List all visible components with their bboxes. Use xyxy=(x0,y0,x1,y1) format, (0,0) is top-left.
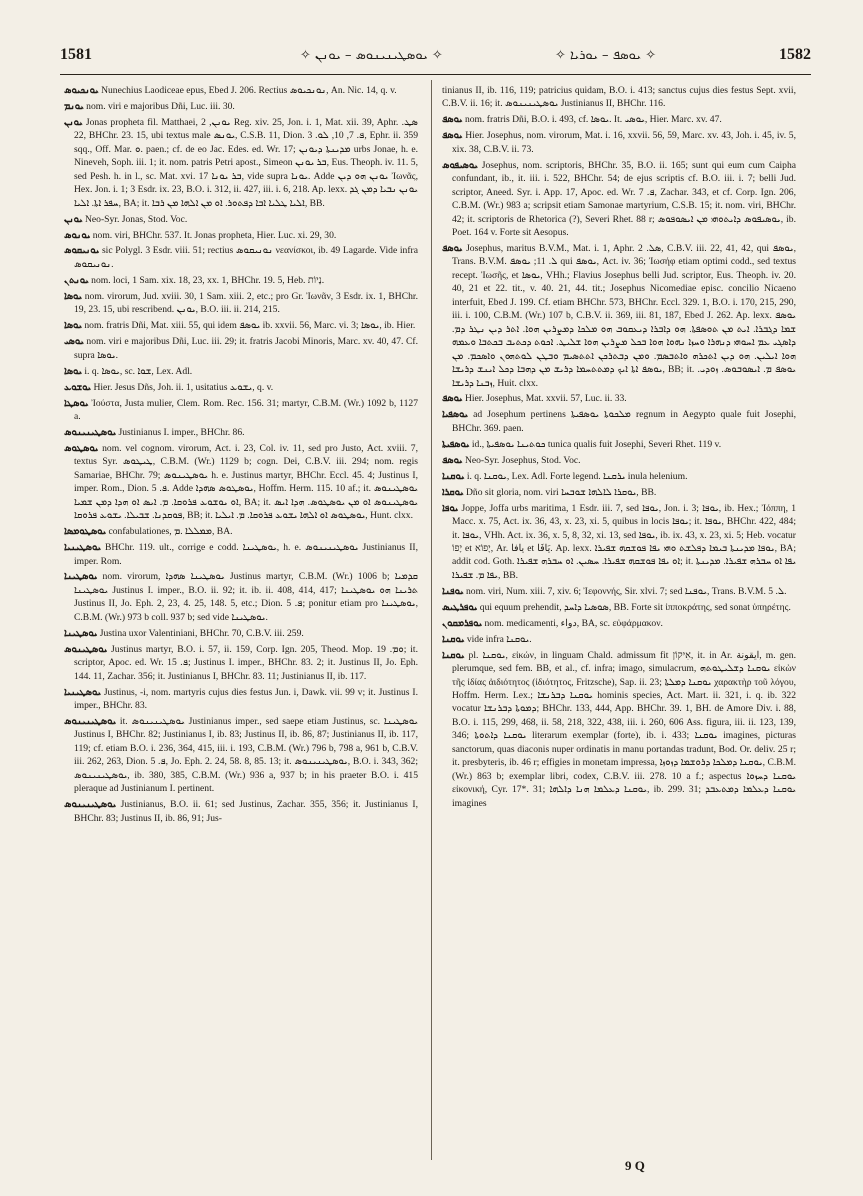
headword: ܝܘܣܐ xyxy=(64,365,82,377)
dictionary-entry xyxy=(442,649,796,810)
headword: ܝܘܣܛܘܣ xyxy=(64,442,99,454)
page-header xyxy=(60,40,811,68)
entry-text: Justinus, -i, nom. martyris cujus dies festus Jun. i, Dawk. vii. 99 v; it. Justinus I. imper., BHChr. 83. xyxy=(74,686,418,712)
dictionary-entry xyxy=(442,585,796,598)
dictionary-entry xyxy=(442,633,796,646)
dictionary-entry xyxy=(64,715,418,796)
dictionary-entry xyxy=(64,244,418,271)
headword: ܝܘܣܦ xyxy=(442,242,463,254)
headword: ܝܘܢܢ xyxy=(64,213,83,225)
headword: ܝܘܣܛܘܡܣܐ xyxy=(64,526,107,538)
entry-text: nom. viri e majoribus Dñi, Luc. iii. 30. xyxy=(86,100,235,112)
entry-text: Ἰούστα, Justa mulier, Clem. Rom. Rec. 156. 31; martyr, C.B.M. (Wr.) 1092 b, 1127 a. xyxy=(74,397,418,422)
headword: ܝܘܫܘܥ xyxy=(64,381,92,393)
headword: ܝܘܣܦܝܬܐ xyxy=(442,438,470,450)
entry-text: Josephus, nom. scriptoris, BHChr. 35, B.O. ii. 165; sunt qui eum cum Caipha confundant, ib., it. iii. i. 522, BHChr. 54; de ejus scriptis cf. B.O. iii. i. 7; belli Jud. scriptor, Aneed. Syr. i. App. 17, Apoc. ed. Wr. ܦ. 7, Zachar. 343, et cf. Corp. Ign. 206, C.B.M. (Wr.) 983 a; scripsit etiam Samonae martyrium, C.S.B. 15; it. nom. viri, BHChr. 42; it. scriptoris de Rhetorica (?), Severi Rhet. 88 r; ܝܘܣܝܦܘܣ ܕܐܝܬܘܗܝ ܡܢ ܐܝܣܘܦܘܣ, ib. Poet. 164 v. Forte sit Aesopus. xyxy=(452,159,796,239)
entry-text: i. q. ܝܘܩܢܐ, Lex. Adl. Forte legend. ܝܪܩܢܐ inula helenium. xyxy=(466,470,688,482)
signature-mark: 9 Q xyxy=(625,1158,645,1173)
dictionary-entry xyxy=(64,541,418,568)
entry-text: nom. viri, Num. xiii. 7, xiv. 6; Ἰεφοννής, Sir. xlvi. 7; sed ܝܘܦܢܐ, Trans. B.V.M. ܠ. 5. xyxy=(466,585,787,597)
running-head-left: ✧ ܝܘܣܛܝܢܝܢܘܣ – ܝܘܢܢ ✧ xyxy=(300,48,443,63)
entry-text: confabulationes, ܡܡܠܠܐ .ܡ, BA. xyxy=(108,526,233,538)
dictionary-entry xyxy=(64,84,418,97)
headword: ܝܘܣܛܝܢܝܐ xyxy=(64,542,101,554)
headword: ܝܘܢܘܣ xyxy=(64,229,91,241)
headword: ܝܘܩܢܐ xyxy=(442,649,465,661)
dictionary-entry xyxy=(442,601,796,614)
dictionary-entry xyxy=(442,242,796,390)
entry-text: id., ܟܘܬܝܢܐ ܝܘܣܦܝܬܐ tunica qualis fuit Josephi, Severi Rhet. 119 v. xyxy=(471,438,722,450)
dictionary-entry xyxy=(442,470,796,483)
entry-text: tinianus II, ib. 116, 119; patricius quidam, B.O. i. 413; sanctus cujus dies festus Sept. xvii, C.B.V. ii. 16; it. ܝܘܣܛܝܢܝܢܘܣ Justinianus II, BHChr. 116. xyxy=(442,85,796,110)
entry-text: nom. virorum, Jud. xviii. 30, 1 Sam. xiii. 2, etc.; pro Gr. Ἰωνᾶν, 3 Esdr. ix. 1, BHChr. 19, 23. 15, ubi rescribend. ܝܘܢܢ, B.O. iii. ii. 214, 215. xyxy=(74,290,418,316)
dictionary-entry xyxy=(64,381,418,394)
dictionary-entry xyxy=(64,442,418,523)
headword: ܝܘܣܦ xyxy=(442,454,463,466)
header-rule xyxy=(60,74,811,75)
headword: ܝܘܣܛܝܢܝܐ xyxy=(64,686,101,698)
headword: ܝܘܣܐ xyxy=(64,290,82,302)
entry-text: Hier. Josephus, Mat. xxvii. 57, Luc. ii. 33. xyxy=(464,393,627,405)
entry-text: Jonas propheta fil. Matthaei, ܝܘܢܢ, 2 Reg. xiv. 25, Jon. i. 1, Mat. xii. 39, Aphr. ܣܛ. 22, BHChr. 23. 15, ubi textus male ܝܘܢܣ, C.S.B. 11, Dion. ܦ. 7, 10, ܠܘ. 3, Ephr. ii. 359 sqq., Off. Mar. ܘ. paen.; cf. de eo Jac. Edes. ed. Wr. 17; ܡܕܝܢܬܐ ܕܝܘܢܢ urbs Jonae, h. e. Nineveh, Soph. iii. 1; it. nom. patris Petri apost., Simeon ܒܪ ܝܘܢܢ, Eus. Theoph. iv. 11. 5, sed Pesh. h. in l., sc. Mat. xvi. 17 ܒܪ ܝܘܢܐ, vide supra ܝܘܢܐ. Adde ܝܘܢܢ ܗܘ ܕܝܢ Ἰωνᾶς, Hex. Jon. i. 1; 3 Esdr. ix. 23, B.O. i. 312, ii. 427, iii. i. 6, 218. Ap. lexx. ܝܘܢܢ ܢܒܝܐ ܕܡܢ ܓܕ ܚܦܪ ܐܬܐ. ܐܠܝܐ, BA; it. ܐܠܝܐ ܛܠܝܐ ܐܒܐ ܕܦܬܘܪ. ܐܘ ܡܢ ܐܠܗܐ ܡܢ ܪܒܐ, BB. xyxy=(74,116,418,209)
entry-text: Justina uxor Valentiniani, BHChr. 70, C.B.V. iii. 259. xyxy=(99,627,304,639)
headword: ܝܘܣܐ xyxy=(64,320,82,332)
headword: ܝܘܣܛܝܢܘܣ xyxy=(64,643,108,655)
entry-text: i. q. ܝܘܣܐ, sc. ܫܘܐ, Lex. Adl. xyxy=(84,365,193,377)
right-column xyxy=(442,84,796,1154)
headword: ܝܘܣܦ xyxy=(442,130,463,142)
dictionary-entry xyxy=(64,525,418,538)
entry-text: Justinus martyr, B.O. i. 57, ii. 159, Corp. Ign. 205, Theod. Mop. ܘܡ. 19; it. scriptor, Apoc. ed. Wr. ܦ. 15; Justinus I. imper., BHChr. 83. 2; it. Justinus II, Jo. Eph. 144. 11, Zachar. 356; it. Justinianus I, BHChr. 83. 11; Justinianus II, ib. 117. xyxy=(74,643,418,682)
dictionary-entry xyxy=(64,229,418,242)
dictionary-entry xyxy=(64,627,418,640)
entry-text: Justinianus, B.O. ii. 61; sed Justinus, Zachar. 355, 356; it. Justinianus I, BHChr. 83; Justinus II, ib. 86, 91; Jus- xyxy=(74,799,418,824)
headword: ܝܘܦܐ xyxy=(442,502,459,514)
dictionary-entry xyxy=(64,397,418,424)
headword: ܝܘܣܝ xyxy=(64,336,84,348)
page-number-left: 1581 xyxy=(60,46,92,63)
entry-text: ad Josephum pertinens ܡܠܟܘܬܐ ܝܘܣܦܝܬܐ regnum in Aegypto quale fuit Josephi, BHChr. 369. paen. xyxy=(452,409,796,434)
dictionary-entry xyxy=(64,686,418,713)
entry-text: Hier. Jesus Dñs, Joh. ii. 1, usitatius ܝܫܘܥ, q. v. xyxy=(93,381,274,393)
headword: ܝܘܢܟܝܘܣ xyxy=(64,85,99,96)
dictionary-entry xyxy=(442,486,796,499)
entry-text: Joppe, Joffa urbs maritima, 1 Esdr. iii. 7, sed ܝܘܦܐ, Jon. i. 3; ܝܘܦܐ, ib. Hex.; Ἰόππη, 1 Macc. x. 75, Act. ix. 36, 43, x. 23, xi. 5, quibus in locis ܝܘܦܐ; it. ܝܘܦܐ, BHChr. 422, 484; it. ܝܘܦܐ, VHh. Act. ix. 36, x. 5, 8, 32, xi. 13, sed ܝܘܦܐ, ib. ix. 43, x. 23, xi. 5; Heb. vocatur יָפוֹ et יָפוֹא, Ar. يافا et يَافَا. Ap. lexx. ܝܘܦܐ ܡܕܝܢܬܐ ܒܝܡܐ ܕܦܠܫܬ ܘܗܝ ܝܦܐ ܦܘܫܩܗ ܫܦܝܪܐ, BA; addit cod. Goth. ܐܘ ܝܦܐ ܦܘܫܩܗ ܫܦܝܪܐ. ܚܣܝܢ. ܐܘ ܚܒܪܗ ܫܦܝܪܐ; it. ܝܦܐ ܐܘ ܚܒܪܗ ܫܦܝܪܐ. ܡܕܝܢܬܐ ܝܦܐ ܡ. ܫܦܝܪܐ, BB. xyxy=(452,502,796,581)
entry-text: Hier. Josephus, nom. virorum, Mat. i. 16, xxvii. 56, 59, Marc. xv. 43, Joh. i. 45, iv. 5, xix. 38, C.B.V. ii. 73. xyxy=(452,130,796,155)
entry-text: qui equum prehendit, ܣܘܣܝܐ ܕܐܚܕ, BB. Forte sit ἱπποκράτης, sed sonat ὑπηρέτης. xyxy=(479,601,791,613)
dictionary-entry xyxy=(64,116,418,210)
entry-text: Dño sit gloria, nom. viri ܝܘܩܪܐ ܠܐܠܗܐ ܫܘܒܚܐ, BB. xyxy=(465,486,657,498)
headword: ܝܘܣܛܝܢܐ xyxy=(64,627,98,639)
dictionary-entry xyxy=(64,213,418,226)
entry-text: nom. medicamenti, دواء, BA, sc. εὐφάρμακον. xyxy=(484,617,663,629)
dictionary-entry xyxy=(442,113,796,126)
entry-text: nom. loci, 1 Sam. xix. 18, 23, xx. 1, BHChr. 19. 5, Heb. נָיוֹת. xyxy=(91,274,325,286)
left-column xyxy=(64,84,418,1154)
entry-text: nom. vel cognom. virorum, Act. i. 23, Col. iv. 11, sed pro Justo, Act. xviii. 7, textus Syr. ܛܝܛܘܣ, C.B.M. (Wr.) 1129 b; cogn. Dei, C.B.V. iii. 294; nom. regis Samariae, BHChr. 79; ܝܘܣܛܝܢܘܣ h. e. Justinus martyr, BHChr. Eccl. 45. 4; Justinus I, imper. Rom., Dion. ܦ. 5. Adde ܝܘܣܛܘܣ ܣܗܕܐ, Hoffm. Herm. 115. 10 af.; it. ܝܘܣܛܝܢܘܣ ܐܘ ܝܘܫܘܥ ܦܪܘܩܐ. ܡ. ܐܝܣ ܐܘ ܗܕܐ ܕܡܢ ܫܡܝܐ, BA; it. ܝܘܣܛܝܢܘܣ ܐܘ ܡܢ ܝܘܣܛܘܣ. ܗܕܐ ܐܝܣ ܦܘܩܕܢܐ. ܫܒܝܠܐ. ܝܫܘܥ ܦܪܘܩܐ, BB; it. ܝܘܣܛܘܣ ܐܘ ܐܠܗܐ ܝܫܘܥ ܦܪܘܩܐ. ܡ. ܐܝܠܝܐ, Hunt. clxx. xyxy=(74,442,418,522)
headword: ܝܘܣܛܝܢܝܢܘܣ xyxy=(64,715,117,727)
entry-text: Nunechius Laodiceae epus, Ebed J. 206. Rectius ܢܘܢܟܝܘܣ, An. Nic. 14, q. v. xyxy=(101,85,397,96)
entry-text: Neo-Syr. Josephus, Stod. Voc. xyxy=(464,454,581,466)
headword: ܝܘܣܝܦܘܣ xyxy=(442,159,478,171)
headword: ܝܘܣܦ xyxy=(442,114,463,126)
entry-text: BHChr. 119. ult., corrige e codd. ܝܘܣܛܝܢܐ, h. e. ܝܘܣܛܝܢܝܢܘܣ Justinianus II, imper. Rom. xyxy=(74,542,418,567)
headword: ܝܘܣܛܝܢܝܢܘܣ xyxy=(64,799,117,811)
dictionary-entry xyxy=(64,570,418,624)
page-number-right: 1582 xyxy=(779,46,811,63)
dictionary-entry xyxy=(442,392,796,405)
entry-text: Neo-Syr. Jonas, Stod. Voc. xyxy=(85,213,188,225)
running-head-right: ✧ ܝܘܣܦ – ܝܘܪܝܐ ✧ xyxy=(555,48,657,63)
dictionary-entry xyxy=(64,319,418,332)
entry-text: sic Polygl. 3 Esdr. viii. 51; rectius ܢܘܢܝܩܘܣ νεανίσκοι, ib. 49 Lagarde. Vide infra ܢܘܢܝܩܘܣ. xyxy=(74,245,418,270)
dictionary-entry xyxy=(64,100,418,113)
entry-text: nom. virorum, ܝܘܣܛܝܢܐ ܣܗܕܐ Justinus martyr, C.B.M. (Wr.) 1006 b; ܩܕܡܝܐ ܝܘܣܛܝܢܐ Justinus I. imper., B.O. ii. 92; it. ib. ii. 408, 414, 417; ܬܪܝܢܐ ܗܘ ܝܘܣܛܝܢܐ Justinus II, Jo. Eph. 2, 23, 4. 25, 148. 5, etc.; Dion. ܦ. 5; ponitur etiam pro ܝܘܣܛܝܢܐ, C.B.M. (Wr.) 973 b coll. 937 b; sed vide ܝܘܣܛܝܢܐ. xyxy=(74,571,418,623)
headword: ܝܘܣܦܝܐ xyxy=(442,409,468,421)
headword: ܝܘܣܛܐ xyxy=(64,397,89,409)
dictionary-entry xyxy=(64,274,418,287)
headword: ܝܘܢܡ xyxy=(64,100,84,112)
headword: ܝܘܣܛܝܢܐ xyxy=(64,571,98,583)
headword: ܝܘܢܢ xyxy=(64,116,83,128)
dictionary-entry xyxy=(64,335,418,362)
entry-text: pl. ܝܘܩܢܐ, εἰκών, in linguam Chald. admissum fit אִיקוֹן, it. in Ar. ايقونة, m. gen. plerumque, sed fem. BB, et al., cf. infra; imago, simulacrum, ܝܘܩܢܐ ܕܫܠܝܛܘܬܗ εἰκὼν τῆς ἰδίας ἀιδιότητος (ἰδιότητος, Fritzsche), Sap. ii. 23; ܝܘܩܢܐ ܕܡܠܬܐ χαρακτὴρ τοῦ λόγου, Hoffm. Herm. Lex.; ܝܘܩܢܐ ܕܒܪܢܫܐ hominis species, Act. Mart. ii. 321, i. q. ib. 322 vocatur ܕܡܘܬܐ ܕܒܪܢܫܐ; BHChr. 133, 444, App. BHChr. 39. 1, BH. de Amore Div. i. 88, B.O. i. 115, 299, 468, ii. 58, 218, 322, 438, iii. i. 260, 606 Ass. figura, iii. ii. 123, 139, 346; ܝܘܩܢܐ ܕܐܬܘܬܐ literarum exemplar (forte), ib. i. 433; ܝܘܩܢܐ imagines, picturas sanctorum, quas diaconis nuper ordinatis in manu portandas tradunt, Bod. Or. deliv. 25 r; it. presbyteris, ib. 46 r; effigies in monetam impressa, ܝܘܩܢܐ ܕܡܠܟܐ ܕܪܘܫܡܐ ܕܙܘܙܐ, C.B.M. (Wr.) 863 b; exemplar libri, codex, C.B.V. iii. 278. 10 a f.; aspectus ܝܘܩܢܐ ܕܚܙܘܐ εἰκονική, Cyr. 17*. 31; ܝܘܩܢܐ ܕܥܠܡܐ ܗܢܐ ܕܐܠܗܐ, ib. 299. 31; ܝܘܩܢܐ ܕܥܠܡܐ ܕܡܬܥܒܕ imagines xyxy=(452,649,796,809)
headword: ܝܘܦܪܛܝܣ xyxy=(442,601,478,613)
dictionary-entry xyxy=(442,84,796,111)
headword: ܝܘܦܢܐ xyxy=(442,585,464,597)
dictionary-entry xyxy=(64,365,418,378)
entry-text: nom. fratris Dñi, B.O. i. 493, cf. ܝܘܣܐ. It. ܝܘܣܝ, Hier. Marc. xv. 47. xyxy=(464,114,722,126)
headword: ܝܘܢܝܩܘܣ xyxy=(64,245,100,257)
headword: ܝܘܩܢܐ xyxy=(442,633,465,645)
entry-text: Justinianus I. imper., BHChr. 86. xyxy=(118,426,245,438)
column-divider xyxy=(431,80,432,1160)
dictionary-entry xyxy=(442,408,796,435)
headword: ܝܘܣܛܝܢܝܢܘܣ xyxy=(64,426,117,438)
headword: ܝܘܩܪܐ xyxy=(442,486,464,498)
headword: ܝܘܦܪܡܩܘܢ xyxy=(442,617,483,629)
dictionary-entry xyxy=(64,290,418,317)
dictionary-entry xyxy=(442,159,796,240)
headword: ܝܘܩܢܐ xyxy=(442,470,465,482)
dictionary-entry xyxy=(442,454,796,467)
entry-text: nom. fratris Dñi, Mat. xiii. 55, qui idem ܝܘܣܦ ib. xxvii. 56, Marc. vi. 3; ܝܘܣܐ, ib. Hier. xyxy=(84,320,416,332)
entry-text: Josephus, maritus B.V.M., Mat. i. 1, Aphr. ܣܠ. 2, C.B.V. iii. 22, 41, 42, qui ܝܘܣܦ, Trans. B.V.M. ܠ. 11; ܝܘܣܦ qui ܝܘܣܦ, Act. iv. 36; Ἰωσήφ etiam optimi codd., sed textus recept. Ἰωσῆς, et ܝܘܣܐ, VHh.; Flavius Josephus belli Jud. scriptor, Eus. Theoph. iv. 20. 40, 21 et 22. tit., v. 40. 21, 44. tit.; Josephus Nicomediae episc. concilio Nicaeno interfuit, Ebed J. 199. Cf. etiam BHChr. 573, BHChr. Eccl. 329. 1, B.O. i. 170, 215, 290, iii. i. 100, C.B.M. (Wr.) 107 b, C.B.V. ii. 369, iii. 81, 187, Ebed J. 262. Ap. lexx. ܝܘܣܦ ܫܡܐ ܕܓܒܪܐ. ܐܝܬ ܡܢ ܬܘܣܦܬܐ. ܗܘ ܕܐܒܪܐ ܕܝܥܩܘܒ ܗܘ ܡܠܟܐ ܕܡܨܪܝܢ ܗܘܐ. ܐܬܪ ܕܝܢ ܢܛܪ ܕܡ. ܕܐܣܓܝ ܥܡ ܐܚܘܗܝ ܕܢܗܪܐ ܘܚܙܐ ܢܗܘܐ ܗܘܐ ܒܟܠ ܡܨܪܝܢ ܗܘܐ ܫܠܝܛ. ܐܟܘܬ ܕܟܬܝܒ ܒܟܬܒܐ ܘܥܡܗ ܗܘܐ ܐܝܠܝܢ. ܗܘ ܕܝܢ ܐܬܟܪܗ ܘܐܬܒܣܡ. ܘܡܢ ܕܒܬܪܟܢ ܐܬܬܣܝܡ ܘܒܛܢ ܠܘܬܗܘܢ ܘܐܣܟܡ. ܡܢ ܝܘܣܦ ܐܬܐ ܐܝܟ ܕܡܬܬܚܡܐ ܕܪܝܫ ܡܢ ܕܗܒܐ ܕܟܠ ܐܝܢܫ ܕܪܝܫܐ, BB; it. ܝܘܣܦ ܡ. ܐܝܣܘܒܘܣ. ܙܘܕܝ. ܙܒܢܐ ܕܪܝܫܐ, Huit. clxx. xyxy=(452,242,796,389)
dictionary-entry xyxy=(64,426,418,439)
entry-text: nom. viri e majoribus Dñi, Luc. iii. 29; it. fratris Jacobi Minoris, Marc. xv. 40, 47. Cf. supra ܝܘܣܐ. xyxy=(74,336,418,361)
dictionary-entry xyxy=(442,438,796,451)
dictionary-entry xyxy=(64,643,418,683)
entry-text: it. ܝܘܣܛܝܢܝܢܘܣ Justinianus imper., sed saepe etiam Justinus, sc. ܝܘܣܛܝܢܐ Justinus I, BHChr. 82; Justinianus I, ib. 83; Justinus II, ib. 86, 87; Justinianus II, ib. 117, 119; cf. etiam B.O. i. 236, 364, 415, iii. i. 193, C.B.M. (Wr.) 796 b, 798 a, 961 b, C.B.V. iii. 262, 263, Dion. ܦ. 5, Jo. Eph. 2. 24, 58. 8, 85. 13; it. ܝܘܣܛܝܢܝܢܘܣ, B.O. i. 343, 362; ܝܘܣܛܝܢܝܢܘܣ, ib. 380, 385, C.B.M. (Wr.) 936 a, 937 b; in his praeter B.O. i. 415 pleraque ad Justinianum I. pertinent. xyxy=(74,715,418,795)
dictionary-entry xyxy=(64,798,418,825)
dictionary-entry xyxy=(442,129,796,156)
dictionary-entry xyxy=(442,502,796,583)
entry-text: nom. viri, BHChr. 537. It. Jonas propheta, Hier. Luc. xi. 29, 30. xyxy=(92,229,337,241)
entry-text: vide infra ܝܘܩܢܐ. xyxy=(466,633,532,645)
headword: ܝܘܢܬܢ xyxy=(64,274,89,286)
dictionary-entry xyxy=(442,617,796,630)
headword: ܝܘܣܦ xyxy=(442,393,463,405)
